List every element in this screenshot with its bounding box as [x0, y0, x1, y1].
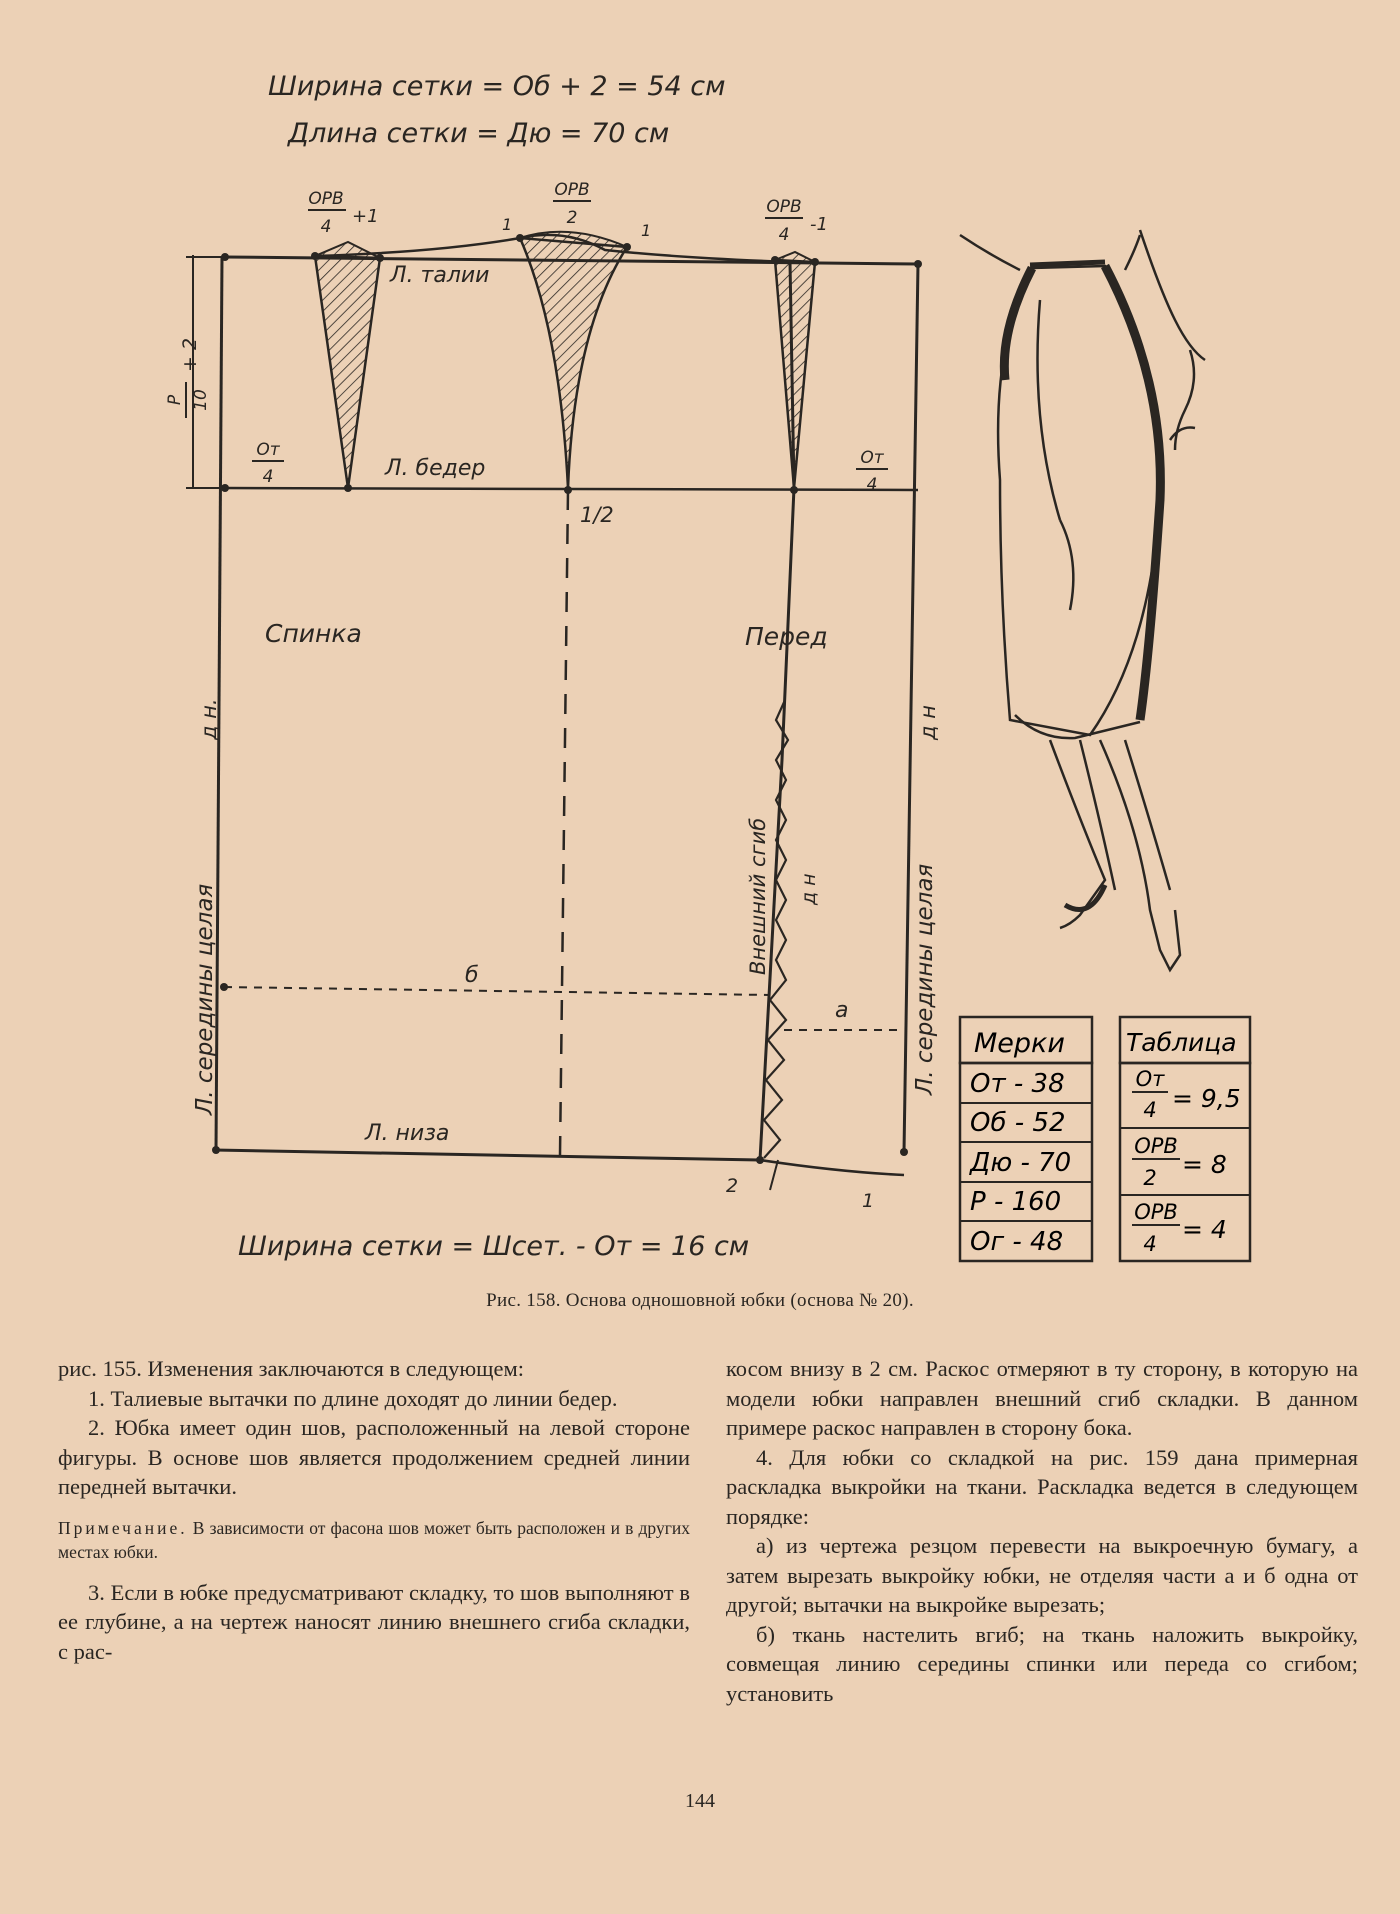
back-label: Спинка	[265, 619, 362, 648]
svg-text:От: От	[256, 440, 280, 460]
paragraph: косом внизу в 2 см. Раскос отмеряют в ту сторону, в которую на модели юбки направлен внешний сгиб складки. В данном примере раскос направлен в сторону бока.	[726, 1356, 1358, 1440]
paragraph: 4. Для юбки со складкой на рис. 159 дана примерная раскладка выкройки на ткани. Раскладка ведется в следующем порядке:	[726, 1444, 1358, 1529]
hem-line-label: Л. низа	[365, 1121, 450, 1146]
point-2-label: 2	[726, 1175, 739, 1197]
front-label: Перед	[745, 622, 828, 651]
table-row-val: = 4	[1182, 1215, 1227, 1244]
figure-caption: Рис. 158. Основа одношовной юбки (основа № 20).	[486, 1290, 914, 1311]
note-text: В зависимости от фасона шов может быть расположен и в других местах юбки.	[58, 1517, 690, 1562]
text-column-left	[58, 1354, 690, 1666]
mark-one-a: 1	[502, 215, 513, 234]
r-formula	[165, 338, 211, 418]
measure-item: Ог - 48	[970, 1227, 1064, 1257]
dart-left-formula	[308, 189, 379, 237]
ot-right-formula	[856, 448, 888, 495]
formula-table-title: Таблица	[1126, 1028, 1237, 1057]
dart-left	[315, 242, 380, 488]
hip-line-label: Л. бедер	[385, 456, 486, 481]
dn-fold-label: д н	[798, 873, 820, 905]
a-label: а	[835, 998, 849, 1023]
svg-text:ОРВ: ОРВ	[554, 180, 590, 200]
note-label: Примечание.	[58, 1517, 188, 1538]
table-row-den: 4	[1143, 1232, 1157, 1256]
dn-left-label: д н.	[197, 698, 221, 740]
measure-item: От - 38	[970, 1069, 1065, 1099]
svg-text:+1: +1	[352, 206, 379, 227]
table-row-num: От	[1135, 1067, 1165, 1091]
svg-text:4: 4	[262, 467, 274, 487]
measures-table	[960, 1017, 1092, 1261]
ot-left-formula	[252, 440, 284, 487]
point-1-label: 1	[862, 1190, 875, 1212]
page-number: 144	[685, 1790, 715, 1812]
measures-title: Мерки	[974, 1028, 1065, 1059]
mark-one-b: 1	[641, 221, 652, 240]
dn-right-label: д н	[916, 705, 940, 740]
svg-text:+ 2: + 2	[179, 337, 201, 372]
measure-item: Р - 160	[970, 1187, 1062, 1217]
svg-text:4: 4	[320, 217, 332, 237]
half-label: 1/2	[580, 503, 614, 527]
table-row-den: 4	[1143, 1098, 1157, 1122]
pattern-outline	[186, 235, 918, 1190]
measure-item: Об - 52	[970, 1108, 1066, 1138]
table-row-val: = 8	[1182, 1150, 1227, 1179]
grid-width-footer: Ширина сетки = Шсет. - От = 16 см	[238, 1231, 750, 1262]
dart-middle	[520, 232, 627, 488]
svg-text:10: 10	[191, 389, 211, 411]
formula-table	[1120, 1017, 1250, 1261]
svg-text:-1: -1	[810, 214, 828, 235]
b-label: б	[465, 963, 479, 988]
table-row-den: 2	[1143, 1166, 1157, 1190]
svg-text:4: 4	[778, 225, 790, 245]
grid-length-header: Длина сетки = Дю = 70 см	[288, 118, 670, 149]
svg-text:2: 2	[566, 208, 578, 228]
right-middle-label: Л. середины целая	[912, 863, 938, 1095]
grid-width-header: Ширина сетки = Об + 2 = 54 см	[268, 71, 726, 102]
text-column-right	[726, 1354, 1358, 1708]
table-row-num: ОРВ	[1134, 1134, 1178, 1158]
svg-text:ОРВ: ОРВ	[308, 189, 344, 209]
dart-right-formula	[765, 197, 828, 245]
left-middle-label: Л. середины целая	[192, 883, 218, 1115]
paragraph: 3. Если в юбке предусматривают складку, то шов выполняют в ее глубине, а на чертеж наносят линию внешнего сгиба складки, с рас-	[58, 1579, 690, 1664]
waist-line-label: Л. талии	[390, 263, 490, 288]
svg-text:ОРВ: ОРВ	[766, 197, 802, 217]
table-row-num: ОРВ	[1134, 1200, 1178, 1224]
paragraph: рис. 155. Изменения заключаются в следующем:	[58, 1356, 524, 1381]
paragraph: 2. Юбка имеет один шов, расположенный на левой стороне фигуры. В основе шов является продолжением средней линии передней вытачки.	[58, 1415, 690, 1499]
skirt-model-illustration	[960, 230, 1205, 970]
svg-text:От: От	[860, 448, 884, 468]
paragraph: б) ткань настелить вгиб; на ткань наложить выкройку, совмещая линию середины спинки или переда со сгибом; установить	[726, 1621, 1358, 1706]
paragraph: а) из чертежа резцом перевести на выкроечную бумагу, а затем вырезать выкройку юбки, не отделяя части а и б одна от другой; вытачки на выкройке вырезать;	[726, 1533, 1358, 1617]
note-paragraph	[58, 1516, 690, 1564]
dart-right	[775, 252, 815, 488]
svg-text:Р: Р	[165, 394, 185, 406]
measure-item: Дю - 70	[970, 1148, 1072, 1178]
svg-text:4: 4	[866, 475, 878, 495]
table-row-val: = 9,5	[1172, 1084, 1241, 1113]
outer-fold-label: Внешний сгиб	[746, 817, 770, 975]
paragraph: 1. Талиевые вытачки по длине доходят до линии бедер.	[88, 1385, 618, 1411]
dart-middle-formula	[553, 180, 591, 228]
